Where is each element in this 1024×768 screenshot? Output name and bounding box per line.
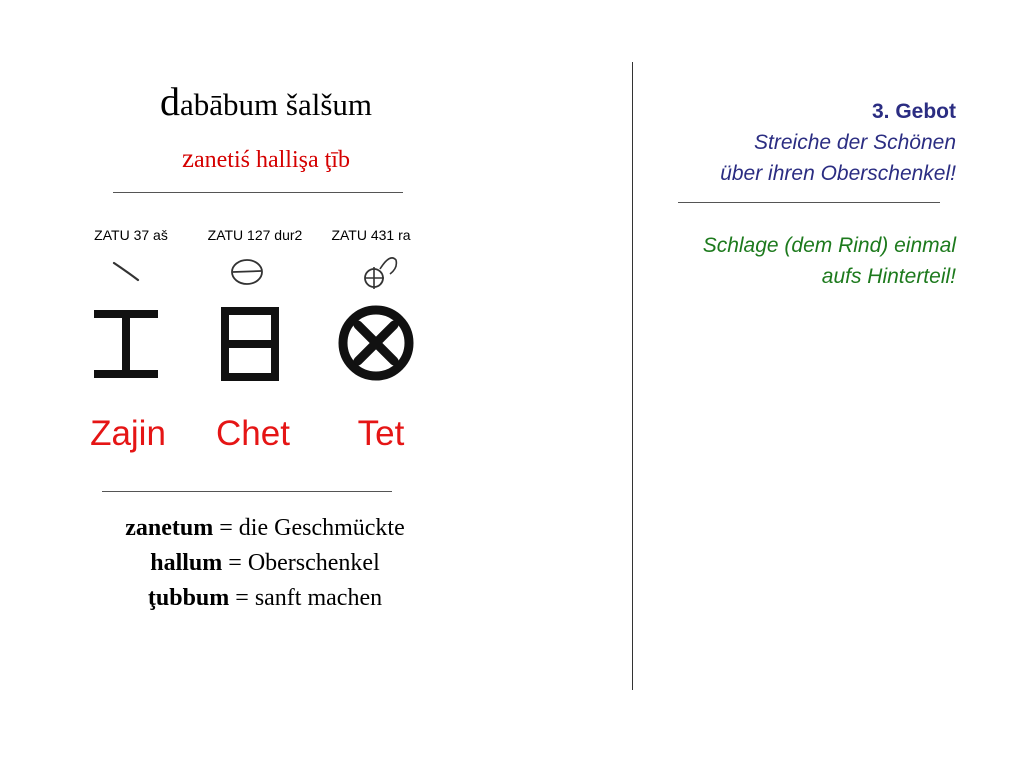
page-title — [96, 78, 436, 129]
glossary-meaning: sanft machen — [254, 585, 383, 611]
glossary-term: ţubbum — [147, 585, 230, 611]
glossary-meaning: Oberschenkel — [247, 550, 380, 576]
subtitle-rest: anetiś hallişa ţīb — [194, 147, 350, 173]
glossary-entry — [70, 546, 460, 581]
glossary-meaning: die Geschmückte — [238, 515, 405, 541]
title-initial: d — [160, 79, 180, 124]
column-divider — [632, 62, 633, 690]
glossary-entry — [70, 511, 460, 546]
instruction-line-1: Schlage (dem Rind) einmal — [702, 234, 956, 257]
chet-sketch-icon — [222, 254, 272, 290]
glossary-term: hallum — [150, 550, 223, 576]
source-label-chet: ZATU 127 dur2 — [207, 227, 303, 243]
glossary — [70, 511, 460, 616]
title-rest: abābum šalšum — [180, 87, 372, 122]
divider-middle — [102, 491, 392, 492]
source-label-zajin: ZATU 37 aš — [94, 227, 168, 243]
page-subtitle — [96, 142, 436, 176]
glossary-term: zanetum — [125, 515, 214, 541]
commandment-line-2: über ihren Oberschenkel! — [720, 162, 956, 185]
chet-glyph-icon — [210, 305, 290, 385]
glossary-entry — [70, 581, 460, 616]
instruction-line-2: aufs Hinterteil! — [821, 265, 956, 288]
zajin-sketch-icon — [104, 254, 154, 290]
glossary-separator: = — [229, 585, 255, 611]
source-label-tet: ZATU 431 ra — [331, 227, 411, 243]
glossary-separator: = — [213, 515, 239, 541]
tet-glyph-icon — [336, 305, 416, 385]
divider-right — [678, 202, 940, 203]
glossary-separator: = — [222, 550, 248, 576]
zajin-glyph-icon — [86, 305, 166, 385]
letter-name-zajin: Zajin — [90, 414, 166, 453]
tet-sketch-icon — [354, 254, 404, 290]
subtitle-initial: z — [182, 143, 194, 173]
letter-name-chet: Chet — [216, 414, 290, 453]
letter-name-tet: Tet — [357, 414, 405, 453]
commandment-number: 3. Gebot — [871, 100, 956, 123]
divider-top — [113, 192, 403, 193]
commandment-line-1: Streiche der Schönen — [754, 131, 956, 154]
